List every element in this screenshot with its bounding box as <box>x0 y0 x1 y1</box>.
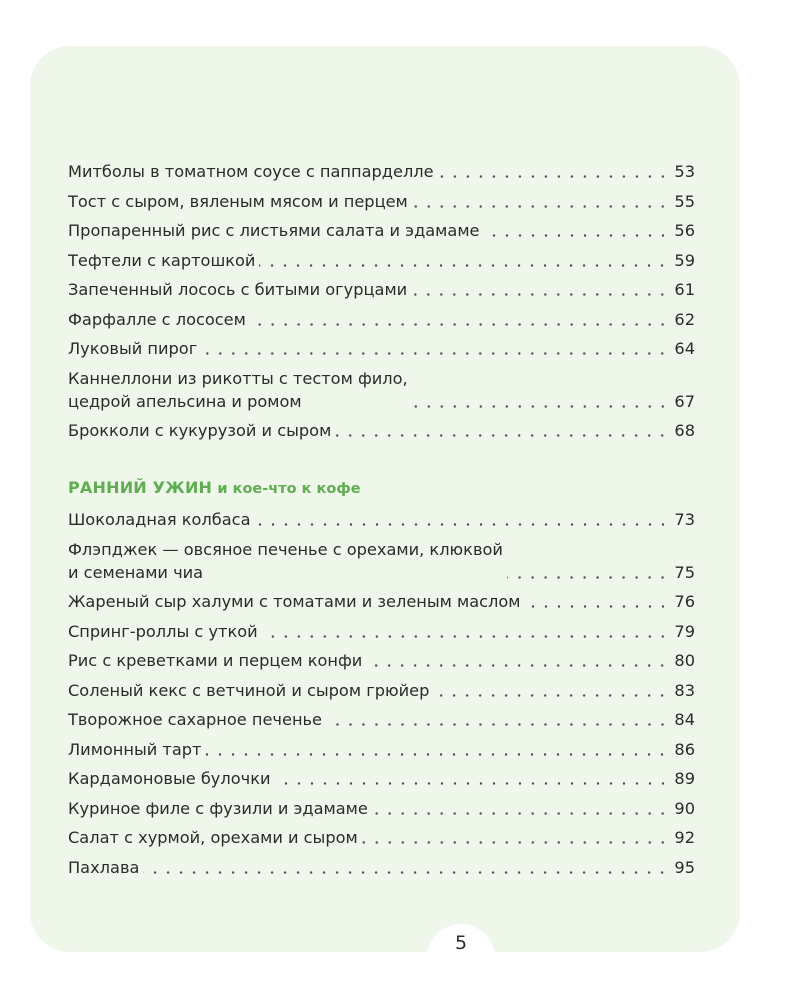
dot-leader <box>255 508 670 531</box>
toc-entry <box>68 419 695 442</box>
toc-entry-page: 53 <box>674 162 695 181</box>
dot-leader <box>262 620 669 643</box>
toc-entry-title: Пахлава <box>68 857 140 877</box>
toc-entry <box>68 590 695 613</box>
dot-leader <box>366 649 669 672</box>
toc-entry <box>68 249 695 272</box>
toc-entry-title: Соленый кекс с ветчиной и сыром грюйер <box>68 680 430 700</box>
toc-entry <box>68 219 695 242</box>
dot-leader <box>201 337 669 360</box>
toc-entry <box>68 308 695 331</box>
toc-entry <box>68 767 695 790</box>
dot-leader <box>525 590 669 613</box>
dot-leader <box>484 219 670 242</box>
toc-entry <box>68 337 695 360</box>
toc-entry-title: Тефтели с картошкой <box>68 250 256 270</box>
toc-entry-page: 62 <box>674 309 695 329</box>
toc-entry-page: 55 <box>674 191 695 211</box>
toc-entry <box>68 797 695 820</box>
toc-entry-page: 56 <box>674 221 695 240</box>
toc-entry <box>68 826 695 849</box>
toc-entry-title: Каннеллони из рикотты с тестом фило, цедрой апельсина и ромом <box>68 368 408 411</box>
toc-entry-page: 89 <box>674 769 695 788</box>
toc-entry-title: Рис с креветками и перцем конфи <box>68 651 363 670</box>
toc-entry-page: 73 <box>674 510 695 529</box>
toc-entry-title: Луковый пирог <box>68 339 198 358</box>
toc-entry-title: Флэпджек — овсяное печенье с орехами, клюквой и семенами чиа <box>68 539 503 582</box>
dot-leader <box>275 767 669 790</box>
dot-leader <box>335 419 669 442</box>
toc-entry <box>68 708 695 731</box>
toc-list-bottom <box>68 508 695 879</box>
dot-leader <box>205 738 669 761</box>
toc-entry-title: Пропаренный рис с листьями салата и эдамаме <box>68 221 480 240</box>
toc-entry-page: 95 <box>674 857 695 877</box>
dot-leader <box>412 390 669 413</box>
toc-entry <box>68 278 695 301</box>
toc-entry-title: Тост с сыром, вяленым мясом и перцем <box>68 191 408 211</box>
toc-entry <box>68 190 695 213</box>
toc-entry-title: Брокколи с кукурузой и сыром <box>68 421 332 440</box>
toc-entry-page: 76 <box>674 592 695 611</box>
toc-entry <box>68 856 695 879</box>
toc-entry <box>68 738 695 761</box>
toc-entry-page: 84 <box>674 710 695 729</box>
toc-entry-page: 79 <box>674 621 695 641</box>
dot-leader <box>438 160 669 183</box>
toc-entry <box>68 367 695 413</box>
toc-entry-title: Лимонный тарт <box>68 739 202 759</box>
toc-entry-title: Спринг-роллы с уткой <box>68 621 258 641</box>
toc-entry-page: 90 <box>674 798 695 818</box>
page-number: 5 <box>454 932 468 954</box>
toc-entry-title: Салат с хурмой, орехами и сыром <box>68 828 358 847</box>
toc-entry-page: 59 <box>674 250 695 270</box>
section-heading <box>68 477 695 500</box>
dot-leader <box>433 679 669 702</box>
toc-entry-page: 92 <box>674 828 695 847</box>
toc-entry-title: Шоколадная колбаса <box>68 510 251 529</box>
toc-entry-page: 67 <box>674 391 695 411</box>
toc-entry-page: 64 <box>674 339 695 358</box>
dot-leader <box>362 826 669 849</box>
toc-entry-page: 83 <box>674 680 695 700</box>
toc-entry-page: 86 <box>674 739 695 759</box>
toc-entry-page: 68 <box>674 421 695 440</box>
section-heading-main: РАННИЙ УЖИН <box>68 478 213 497</box>
dot-leader <box>250 308 669 331</box>
toc-entry <box>68 649 695 672</box>
toc-entry-page: 61 <box>674 280 695 299</box>
toc-entry-page: 80 <box>674 651 695 670</box>
toc-entry-title: Творожное сахарное печенье <box>68 710 323 729</box>
table-of-contents <box>68 160 695 885</box>
dot-leader <box>412 190 669 213</box>
dot-leader <box>326 708 669 731</box>
toc-entry <box>68 679 695 702</box>
toc-entry-title: Куриное филе с фузили и эдамаме <box>68 798 368 818</box>
toc-list-top <box>68 160 695 442</box>
toc-entry <box>68 160 695 183</box>
toc-entry-page: 75 <box>674 562 695 582</box>
dot-leader <box>507 561 669 584</box>
toc-entry-title: Митболы в томатном соусе с паппарделле <box>68 162 434 181</box>
dot-leader <box>259 249 669 272</box>
dot-leader <box>143 856 669 879</box>
toc-entry-title: Запеченный лосось с битыми огурцами <box>68 280 408 299</box>
section-heading-sub: и кое-что к кофе <box>217 481 361 497</box>
toc-entry <box>68 538 695 584</box>
toc-entry <box>68 620 695 643</box>
dot-leader <box>372 797 669 820</box>
toc-entry-title: Фарфалле с лососем <box>68 309 246 329</box>
toc-entry-title: Кардамоновые булочки <box>68 769 271 788</box>
toc-entry-title: Жареный сыр халуми с томатами и зеленым маслом <box>68 592 521 611</box>
dot-leader <box>411 278 669 301</box>
toc-entry <box>68 508 695 531</box>
